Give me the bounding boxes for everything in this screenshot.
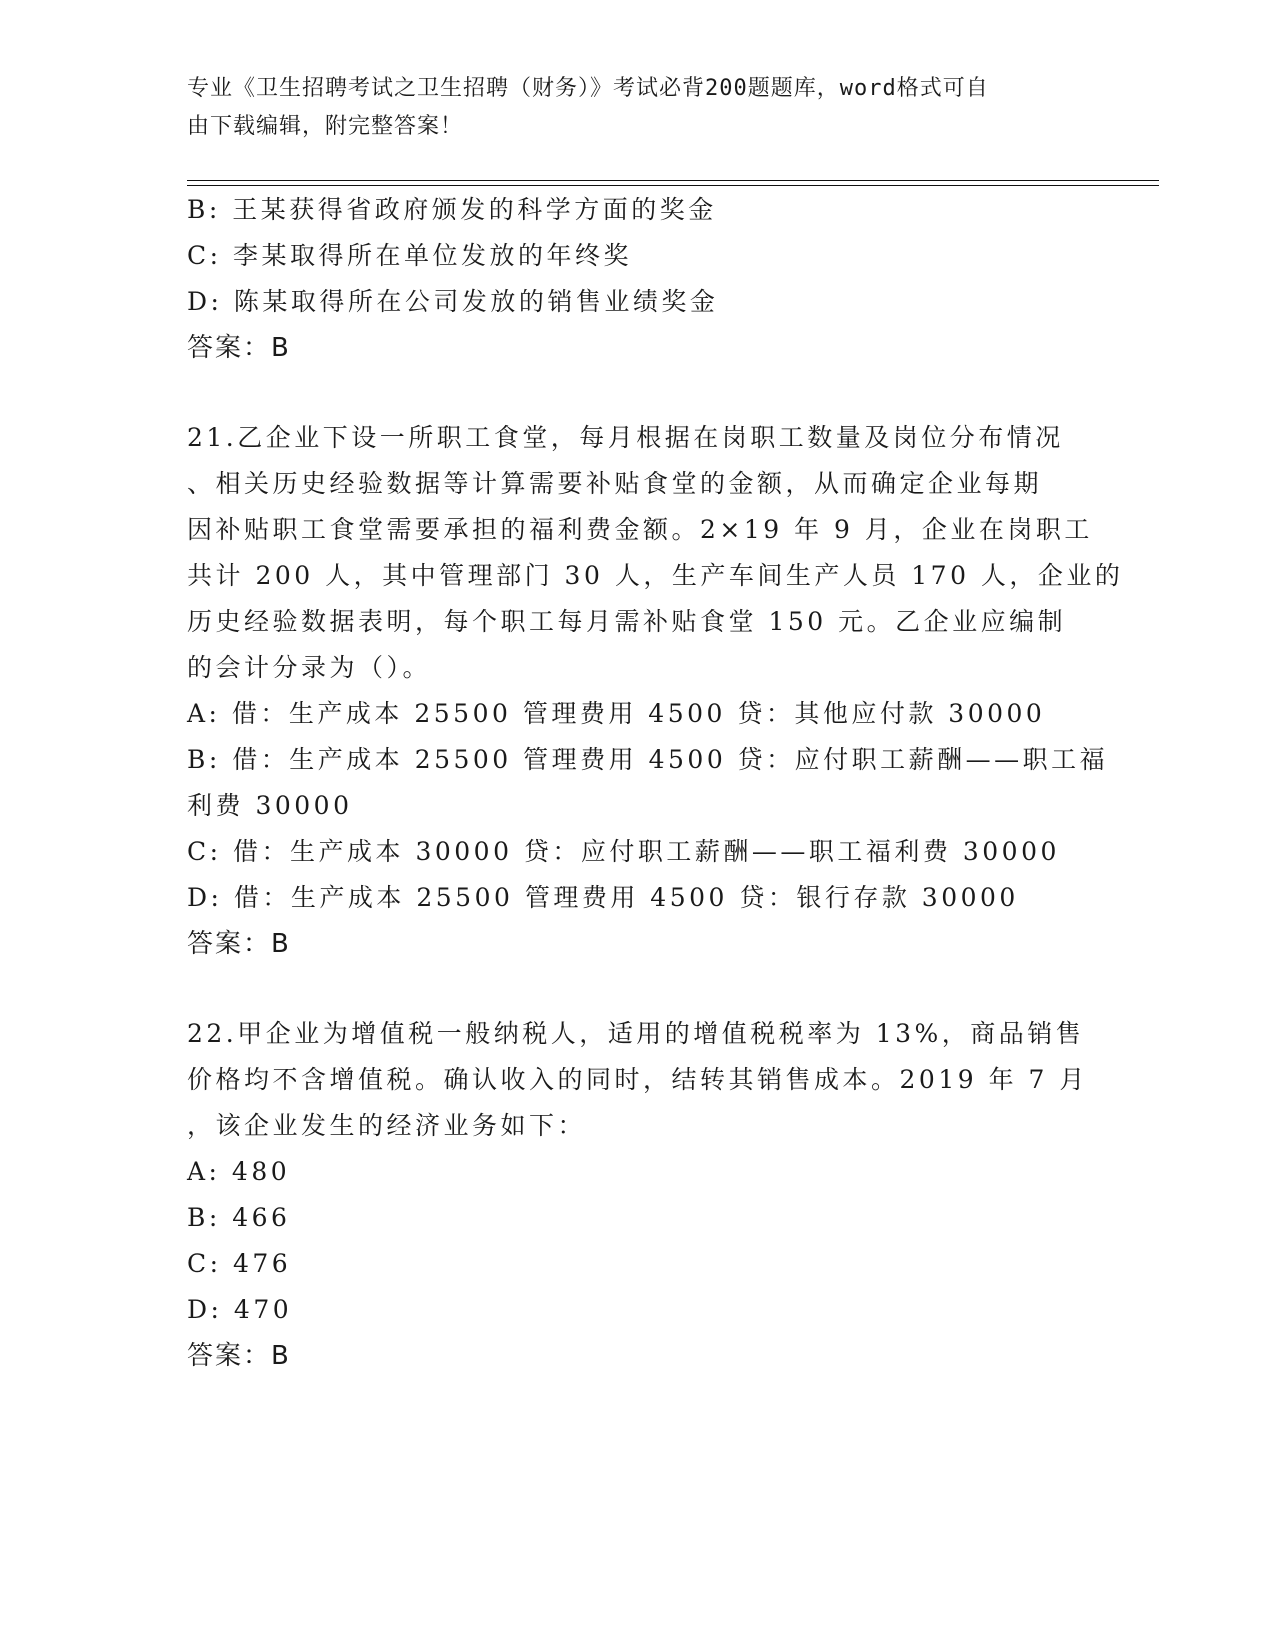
option-b-continued: 利费 30000 xyxy=(187,791,353,820)
header-rule-top xyxy=(187,180,1159,181)
header-rule-bottom xyxy=(187,185,1159,186)
answer: 答案：B xyxy=(187,333,291,363)
spacer xyxy=(187,967,1087,1011)
option-b: B: 借：生产成本 25500 管理费用 4500 贷：应付职工薪酬——职工福 xyxy=(187,745,1109,774)
question-20-tail xyxy=(187,187,1087,371)
answer: 答案：B xyxy=(187,929,291,959)
header-line-2: 由下载编辑，附完整答案！ xyxy=(187,114,464,139)
question-21 xyxy=(187,415,1124,967)
option-d: D: 陈某取得所在公司发放的销售业绩奖金 xyxy=(187,287,719,316)
question-stem-line: 价格均不含增值税。确认收入的同时，结转其销售成本。2019 年 7 月 xyxy=(187,1065,1088,1094)
question-stem-line: 因补贴职工食堂需要承担的福利费金额。2×19 年 9 月，企业在岗职工 xyxy=(187,515,1093,544)
header-line-1: 专业《卫生招聘考试之卫生招聘（财务）》考试必背200题题库，word格式可自 xyxy=(187,76,989,101)
option-c: C: 借：生产成本 30000 贷：应付职工薪酬——职工福利费 30000 xyxy=(187,837,1060,866)
document-body xyxy=(187,187,1124,1379)
answer: 答案：B xyxy=(187,1341,291,1371)
option-a: A: 借：生产成本 25500 管理费用 4500 贷：其他应付款 30000 xyxy=(187,699,1046,728)
option-c: C: 李某取得所在单位发放的年终奖 xyxy=(187,241,632,270)
option-d: D: 470 xyxy=(187,1295,293,1324)
question-stem-line: 的会计分录为（）。 xyxy=(187,653,432,682)
option-a: A: 480 xyxy=(187,1157,291,1186)
question-22 xyxy=(187,1011,1087,1379)
option-c: C: 476 xyxy=(187,1249,292,1278)
question-stem-line: ，该企业发生的经济业务如下： xyxy=(187,1111,587,1140)
option-d: D: 借：生产成本 25500 管理费用 4500 贷：银行存款 30000 xyxy=(187,883,1019,912)
question-stem-line: 21.乙企业下设一所职工食堂，每月根据在岗职工数量及岗位分布情况 xyxy=(187,423,1064,452)
question-stem-line: 历史经验数据表明，每个职工每月需补贴食堂 150 元。乙企业应编制 xyxy=(187,607,1067,636)
document-header xyxy=(187,70,1067,146)
question-stem-line: 22.甲企业为增值税一般纳税人，适用的增值税税率为 13%，商品销售 xyxy=(187,1019,1085,1048)
option-b: B: 466 xyxy=(187,1203,291,1232)
spacer xyxy=(187,371,1087,415)
option-b: B: 王某获得省政府颁发的科学方面的奖金 xyxy=(187,195,717,224)
question-stem-line: 、相关历史经验数据等计算需要补贴食堂的金额，从而确定企业每期 xyxy=(187,469,1043,498)
question-stem-line: 共计 200 人，其中管理部门 30 人，生产车间生产人员 170 人，企业的 xyxy=(187,561,1124,590)
